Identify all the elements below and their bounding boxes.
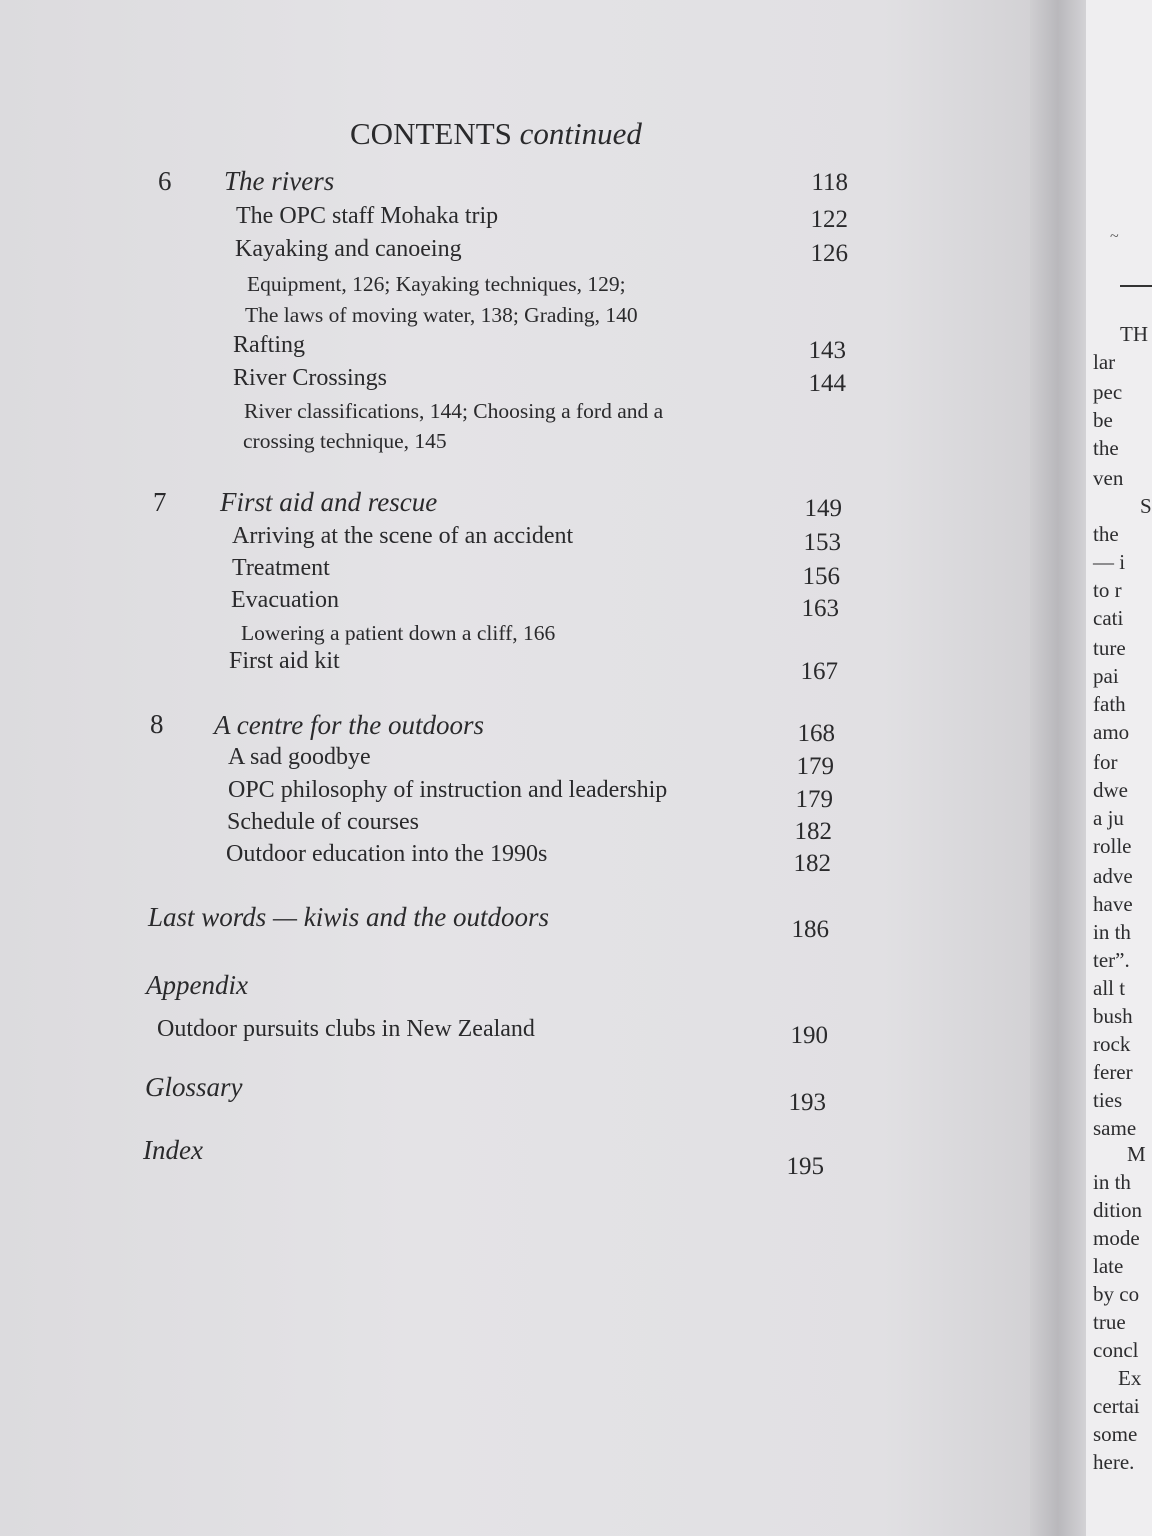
right-page-line: to r	[1093, 578, 1122, 602]
right-page-line: rock	[1093, 1032, 1131, 1056]
chapter-number: 6	[158, 166, 172, 196]
page-number: 126	[810, 240, 848, 267]
chapter-title: The rivers	[224, 166, 335, 196]
right-page-line: pai	[1093, 664, 1119, 688]
right-page-line: rolle	[1093, 834, 1132, 858]
right-page-line: some	[1093, 1422, 1138, 1446]
right-page-line: pec	[1093, 380, 1123, 404]
toc-entry: The OPC staff Mohaka trip	[236, 203, 499, 229]
right-page-line: for	[1093, 750, 1118, 774]
right-page-line: in th	[1093, 1170, 1131, 1194]
book-gutter	[1030, 0, 1092, 1536]
toc-entry: Arriving at the scene of an accident	[232, 523, 574, 549]
page-number: 186	[791, 916, 829, 943]
chapter-title: First aid and rescue	[220, 487, 438, 517]
right-page-line: concl	[1093, 1338, 1139, 1362]
toc-entry: Kayaking and canoeing	[235, 236, 462, 262]
page-number: 149	[804, 495, 842, 522]
right-page-line: ties	[1093, 1088, 1123, 1112]
page-number: 168	[797, 720, 835, 747]
page-number: 193	[788, 1089, 826, 1116]
right-page-line: bush	[1093, 1004, 1133, 1028]
toc-subentry: River classifications, 144; Choosing a ford and a	[244, 399, 664, 423]
contents-heading-continued: continued	[519, 116, 642, 151]
right-page-line: cati	[1093, 606, 1124, 630]
right-page-line: in th	[1093, 920, 1131, 944]
page-number: 190	[790, 1022, 828, 1049]
section-title: Appendix	[146, 970, 248, 1000]
toc-entry: River Crossings	[233, 365, 388, 391]
chapter-number: 7	[153, 487, 167, 517]
toc-subentry: Equipment, 126; Kayaking techniques, 129;	[247, 272, 626, 296]
page-number: 182	[794, 818, 832, 845]
right-page-line: ferer	[1093, 1060, 1133, 1084]
page-number: 182	[793, 850, 831, 877]
toc-entry: A sad goodbye	[228, 744, 371, 770]
right-page-line: Ex	[1118, 1366, 1142, 1390]
right-page-line: TH	[1120, 322, 1148, 346]
toc-entry: Outdoor education into the 1990s	[226, 841, 548, 867]
right-page-line: by co	[1093, 1282, 1140, 1306]
page-number: 143	[808, 337, 846, 364]
toc-entry: Outdoor pursuits clubs in New Zealand	[157, 1016, 535, 1042]
right-page-line: here.	[1093, 1450, 1135, 1474]
right-page-line: adve	[1093, 864, 1133, 888]
toc-entry: OPC philosophy of instruction and leadership	[228, 777, 668, 803]
page-number: 118	[811, 169, 848, 196]
header-rule	[1120, 285, 1152, 287]
right-page-line: mode	[1093, 1226, 1140, 1250]
chapter-title: A centre for the outdoors	[214, 710, 484, 740]
right-page-line: be	[1093, 408, 1113, 432]
right-page-line: ven	[1093, 466, 1124, 490]
page-number: 179	[795, 786, 833, 813]
page-number: 153	[803, 529, 841, 556]
toc-subentry: The laws of moving water, 138; Grading, 140	[245, 303, 638, 327]
page-number: 163	[801, 595, 839, 622]
page-number: 179	[796, 753, 834, 780]
right-page-line: ture	[1093, 636, 1126, 660]
toc-entry: Evacuation	[231, 587, 339, 613]
page-number: 156	[802, 563, 840, 590]
right-page-line: all t	[1093, 976, 1126, 1000]
contents-heading-label: CONTENTS	[350, 116, 512, 151]
toc-entry: First aid kit	[229, 648, 340, 674]
right-page-line: fath	[1093, 692, 1126, 716]
chapter-number: 8	[150, 709, 164, 739]
right-page-line: the	[1093, 522, 1119, 546]
right-page-line: dition	[1093, 1198, 1143, 1222]
right-page-line: same	[1093, 1116, 1137, 1140]
right-page-line: lar	[1093, 350, 1116, 374]
right-page-line: M	[1127, 1142, 1146, 1166]
page-number: 144	[808, 370, 846, 397]
section-title: Index	[143, 1135, 203, 1165]
right-page-line: ter”.	[1093, 948, 1130, 972]
page-number: 195	[786, 1153, 824, 1180]
right-page-line: amo	[1093, 720, 1130, 744]
page-number: 167	[800, 658, 838, 685]
right-page-line: a ju	[1093, 806, 1124, 830]
right-page-line: dwe	[1093, 778, 1128, 802]
toc-entry: Treatment	[232, 555, 330, 581]
toc-entry: Rafting	[233, 332, 305, 358]
toc-subentry: crossing technique, 145	[243, 429, 447, 453]
right-page-line: true	[1093, 1310, 1126, 1334]
page-number: 122	[810, 206, 848, 233]
right-page-line: the	[1093, 436, 1119, 460]
right-page-line: late	[1093, 1254, 1124, 1278]
section-title: Glossary	[145, 1072, 243, 1102]
right-page-line: S	[1140, 494, 1152, 518]
right-page-line: certai	[1093, 1394, 1140, 1418]
toc-subentry: Lowering a patient down a cliff, 166	[241, 621, 556, 645]
section-title: Last words — kiwis and the outdoors	[148, 902, 550, 932]
toc-entry: Schedule of courses	[227, 809, 419, 835]
right-page-line: — i	[1093, 550, 1126, 574]
contents-heading	[350, 116, 642, 152]
right-page-line: have	[1093, 892, 1133, 916]
page-mark: ~	[1110, 228, 1119, 245]
